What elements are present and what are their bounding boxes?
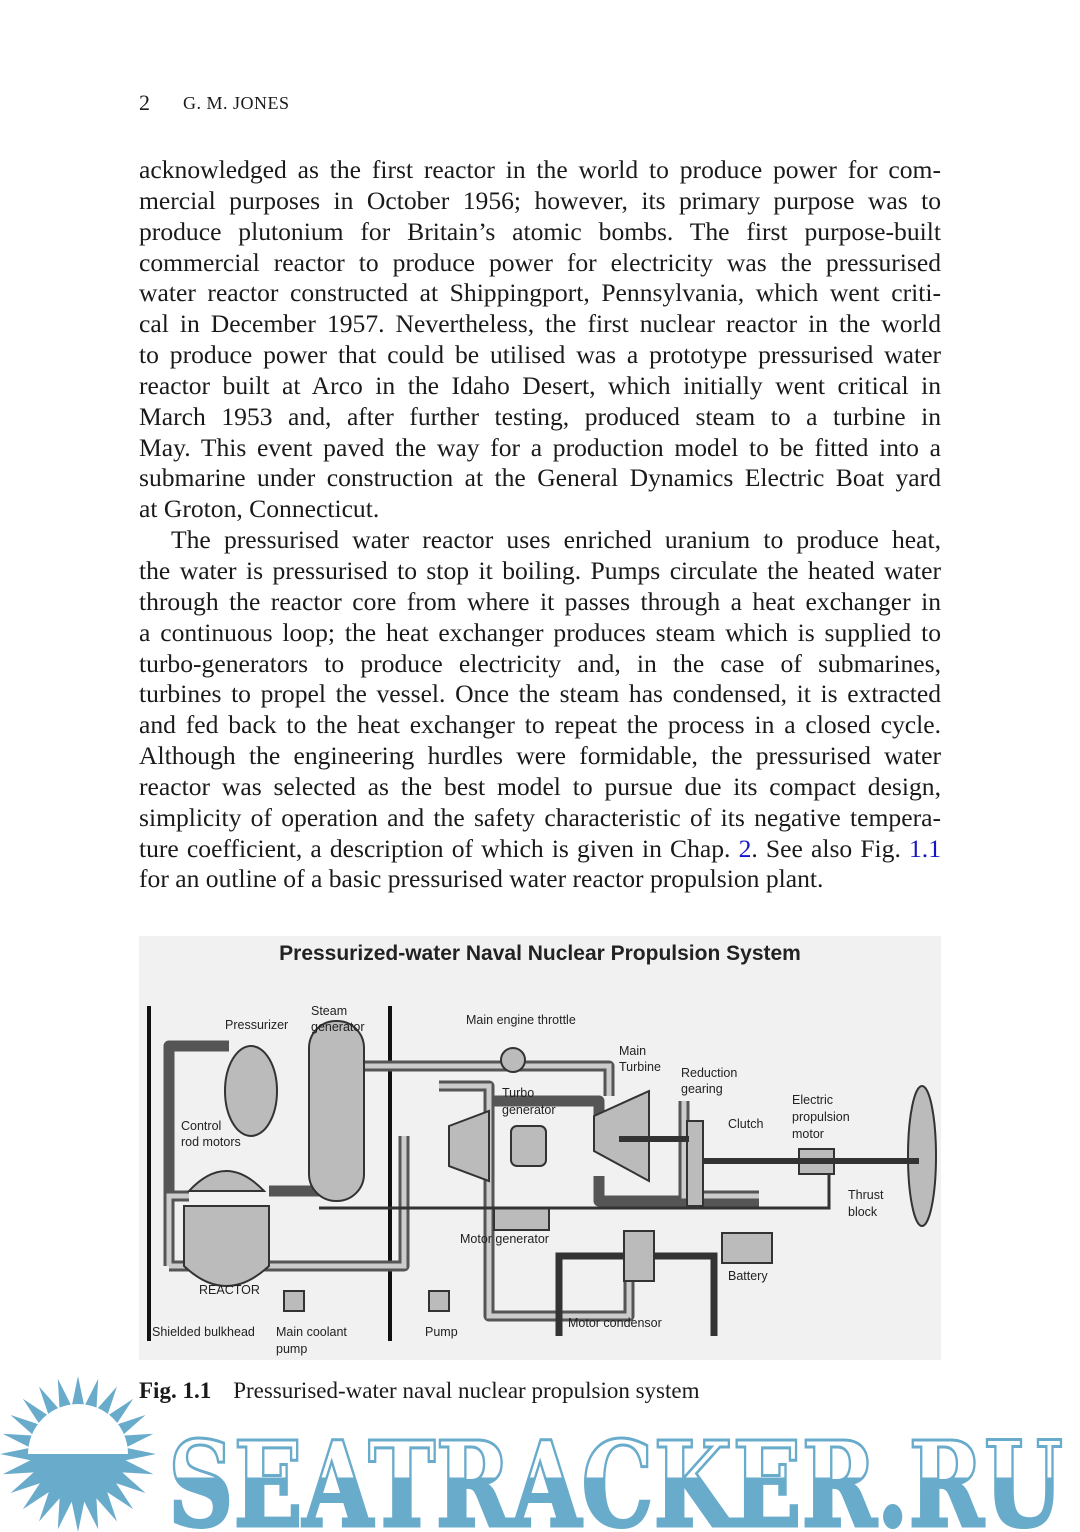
caption-text: Pressurised-water naval nuclear propulsion system xyxy=(233,1378,700,1403)
label-pressurizer: Pressurizer xyxy=(225,1018,289,1032)
label-motor: motor xyxy=(792,1127,824,1141)
text-segment: mercial purposes in October 1956; however, its primary purpose was to xyxy=(139,185,941,215)
text-line xyxy=(139,217,941,248)
label-pump: Pump xyxy=(425,1325,458,1339)
text-segment: produce plutonium for Britain’s atomic bombs. The first purpose-built xyxy=(139,216,941,246)
main-coolant-pump xyxy=(284,1291,304,1311)
cross-reference-link[interactable]: 1.1 xyxy=(909,833,941,863)
text-line xyxy=(139,556,941,587)
text-line xyxy=(139,649,941,680)
text-line xyxy=(139,186,941,217)
label-block: block xyxy=(848,1205,878,1219)
reduction-gear xyxy=(687,1121,703,1206)
text-line xyxy=(139,525,941,556)
steam-generator xyxy=(309,1021,364,1201)
text-line xyxy=(139,309,941,340)
text-segment: through the reactor core from where it passes through a heat exchanger in xyxy=(139,586,941,616)
label-main: Main xyxy=(619,1044,647,1058)
text-line xyxy=(139,248,941,279)
text-line xyxy=(139,402,941,433)
label-battery: Battery xyxy=(728,1269,768,1283)
text-line xyxy=(139,463,941,494)
propeller xyxy=(908,1086,936,1226)
label-coolant-pump: pump xyxy=(276,1342,308,1356)
sun-icon xyxy=(0,1376,156,1532)
text-segment: for an outline of a basic pressurised water reactor propulsion plant. xyxy=(139,864,824,894)
text-segment: to produce power that could be utilised was a prototype pressurised water xyxy=(139,340,941,370)
label-steam-generator: generator xyxy=(311,1020,365,1034)
text-line xyxy=(139,679,941,710)
text-line xyxy=(139,278,941,309)
text-line xyxy=(139,433,941,464)
label-shielded-bulkhead: Shielded bulkhead xyxy=(152,1325,255,1339)
text-segment: the water is pressurised to stop it boiling. Pumps circulate the heated water xyxy=(139,555,941,585)
motor-generator-unit xyxy=(494,1208,549,1230)
text-line xyxy=(139,340,941,371)
text-line xyxy=(139,618,941,649)
label-rod-motors: rod motors xyxy=(181,1135,241,1149)
turbo-generator-turbine xyxy=(449,1111,489,1181)
turbo-generator xyxy=(511,1126,546,1166)
label-control: Control xyxy=(181,1119,222,1133)
body-text xyxy=(139,155,941,895)
throttle-valve xyxy=(501,1048,525,1072)
label-reduction: Reduction xyxy=(681,1066,738,1080)
text-segment: water reactor constructed at Shippingport, Pennsylvania, which went criti- xyxy=(139,278,941,308)
pressurizer-tank xyxy=(225,1046,277,1136)
text-segment: a continuous loop; the heat exchanger produces steam which is supplied to xyxy=(139,617,941,647)
condenser xyxy=(624,1231,654,1281)
label-gearing: gearing xyxy=(681,1082,723,1096)
text-segment: cal in December 1957. Nevertheless, the first nuclear reactor in the world xyxy=(139,309,941,339)
label-thrust: Thrust xyxy=(848,1188,884,1202)
label-electric: Electric xyxy=(792,1093,833,1107)
label-reactor: REACTOR xyxy=(199,1283,260,1297)
text-segment: turbo-generators to produce electricity and, in the case of submarines, xyxy=(139,648,941,678)
cross-reference-link[interactable]: 2 xyxy=(738,833,752,863)
label-motor-condensor: Motor condensor xyxy=(568,1316,662,1330)
text-line xyxy=(139,834,941,865)
text-segment: submarine under construction at the General Dynamics Electric Boat yard xyxy=(139,463,941,493)
page-number: 2 xyxy=(139,90,150,115)
text-line xyxy=(139,710,941,741)
text-segment: reactor was selected as the best model to pursue due its compact design, xyxy=(139,771,941,801)
figure-diagram xyxy=(139,936,941,1360)
label-steam: Steam xyxy=(311,1004,348,1018)
label-throttle: Main engine throttle xyxy=(466,1013,576,1027)
text-line xyxy=(139,741,941,772)
text-line xyxy=(139,864,941,895)
text-segment: turbines to propel the vessel. Once the steam has condensed, it is extracted xyxy=(139,679,941,709)
figure-title: Pressurized-water Naval Nuclear Propulsion System xyxy=(279,942,801,965)
text-line xyxy=(139,587,941,618)
label-propulsion: propulsion xyxy=(792,1110,850,1124)
text-segment: and fed back to the heat exchanger to repeat the process in a closed cycle. xyxy=(139,710,941,740)
watermark-text: SEATRACKER.RU xyxy=(168,1415,1063,1532)
reactor-dome xyxy=(189,1171,264,1191)
running-author: G. M. JONES xyxy=(183,93,290,113)
text-line xyxy=(139,494,941,525)
label-turbo-generator: generator xyxy=(502,1103,556,1117)
text-line xyxy=(139,803,941,834)
text-line xyxy=(139,155,941,186)
text-segment: commercial reactor to produce power for electricity was the pressurised xyxy=(139,247,941,277)
text-segment: March 1953 and, after further testing, produced steam to a turbine in xyxy=(139,401,941,431)
label-turbo: Turbo xyxy=(502,1086,535,1100)
label-turbine: Turbine xyxy=(619,1060,661,1074)
text-segment: at Groton, Connecticut. xyxy=(139,494,380,524)
text-segment: acknowledged as the first reactor in the world to produce power for com- xyxy=(139,155,941,184)
text-segment: simplicity of operation and the safety characteristic of its negative tempera- xyxy=(139,802,941,832)
text-segment: The pressurised water reactor uses enriched uranium to produce heat, xyxy=(171,525,941,555)
text-segment: reactor built at Arco in the Idaho Desert, which initially went critical in xyxy=(139,370,941,400)
watermark-logo xyxy=(0,1372,1080,1532)
battery-unit xyxy=(722,1233,772,1263)
text-line xyxy=(139,772,941,803)
text-segment: ture coefficient, a description of which is given in Chap. xyxy=(139,833,739,863)
caption-label: Fig. 1.1 xyxy=(139,1378,212,1403)
text-segment: May. This event paved the way for a production model to be fitted into a xyxy=(139,432,941,462)
text-line xyxy=(139,371,941,402)
text-segment: Although the engineering hurdles were formidable, the pressurised water xyxy=(139,741,941,771)
feed-pump xyxy=(429,1291,449,1311)
text-segment: . See also Fig. xyxy=(751,833,909,863)
reactor-vessel xyxy=(184,1206,269,1286)
label-motor-generator: Motor generator xyxy=(460,1232,549,1246)
label-main-coolant: Main coolant xyxy=(276,1325,347,1339)
label-clutch: Clutch xyxy=(728,1117,764,1131)
